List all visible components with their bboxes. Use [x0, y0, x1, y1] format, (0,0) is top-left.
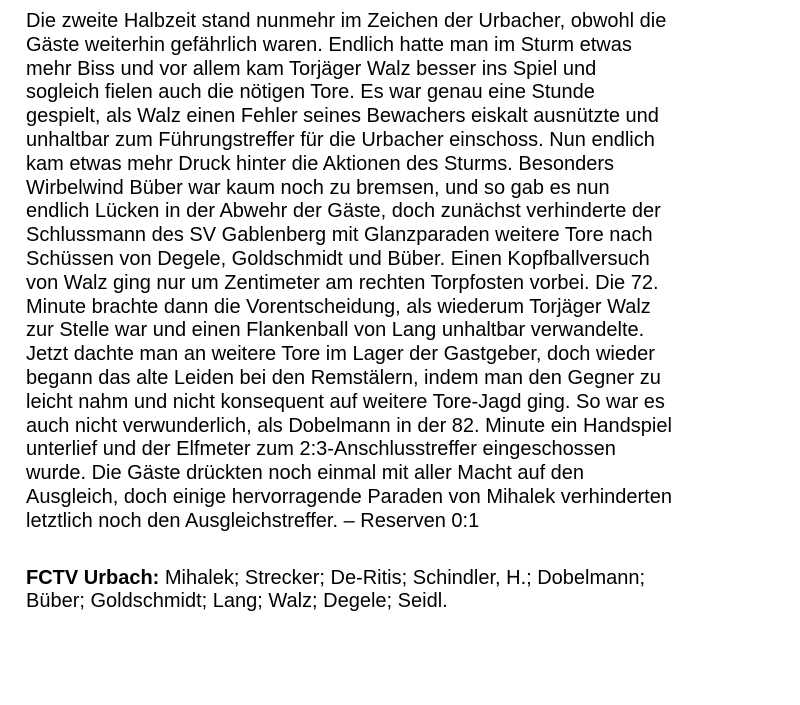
paragraph-line: auch nicht verwunderlich, als Dobelmann in der 82. Minute ein Handspiel [26, 414, 672, 437]
paragraph-line: Gäste weiterhin gefährlich waren. Endlich hatte man im Sturm etwas [26, 33, 632, 56]
team-lineup [26, 567, 786, 615]
lineup-line: Büber; Goldschmidt; Lang; Walz; Degele; Seidl. [26, 590, 448, 613]
paragraph-line: leicht nahm und nicht konsequent auf weitere Tore-Jagd ging. So war es [26, 390, 665, 413]
paragraph-line: von Walz ging nur um Zentimeter am rechten Torpfosten vorbei. Die 72. [26, 271, 659, 294]
paragraph-line: unterlief und der Elfmeter zum 2:3-Anschlusstreffer eingeschossen [26, 438, 616, 461]
paragraph-line: endlich Lücken in der Abwehr der Gäste, doch zunächst verhinderte der [26, 200, 661, 223]
paragraph-line: letztlich noch den Ausgleichstreffer. – Reserven 0:1 [26, 509, 480, 532]
paragraph-line: unhaltbar zum Führungstreffer für die Urbacher einschoss. Nun endlich [26, 128, 655, 151]
paragraph-line: Schüssen von Degele, Goldschmidt und Büber. Einen Kopfballversuch [26, 247, 650, 270]
paragraph-line: gespielt, als Walz einen Fehler seines Bewachers eiskalt ausnützte und [26, 105, 659, 128]
paragraph-line: mehr Biss und vor allem kam Torjäger Walz besser ins Spiel und [26, 57, 597, 80]
match-report-paragraph [26, 10, 786, 534]
paragraph-line: Schlussmann des SV Gablenberg mit Glanzparaden weitere Tore nach [26, 224, 653, 247]
paragraph-line: Jetzt dachte man an weitere Tore im Lager der Gastgeber, doch wieder [26, 343, 655, 366]
paragraph-line: wurde. Die Gäste drückten noch einmal mit aller Macht auf den [26, 462, 585, 485]
paragraph-spacer [26, 534, 786, 567]
paragraph-line: zur Stelle war und einen Flankenball von Lang unhaltbar verwandelte. [26, 319, 645, 342]
paragraph-line: Die zweite Halbzeit stand nunmehr im Zeichen der Urbacher, obwohl die [26, 10, 667, 32]
team-name-label: FCTV Urbach: [26, 566, 160, 589]
paragraph-line: begann das alte Leiden bei den Remstälern, indem man den Gegner zu [26, 366, 661, 389]
paragraph-line: Minute brachte dann die Vorentscheidung, als wiederum Torjäger Walz [26, 295, 651, 318]
paragraph-line: Wirbelwind Büber war kaum noch zu bremsen, und so gab es nun [26, 176, 610, 199]
lineup-line [26, 567, 786, 591]
paragraph-line: Ausgleich, doch einige hervorragende Paraden von Mihalek verhinderten [26, 485, 672, 508]
document-page [26, 10, 786, 614]
paragraph-line: kam etwas mehr Druck hinter die Aktionen des Sturms. Besonders [26, 152, 615, 175]
paragraph-line: sogleich fielen auch die nötigen Tore. Es war genau eine Stunde [26, 81, 595, 104]
lineup-players: Mihalek; Strecker; De-Ritis; Schindler, H.; Dobelmann; [159, 566, 646, 589]
